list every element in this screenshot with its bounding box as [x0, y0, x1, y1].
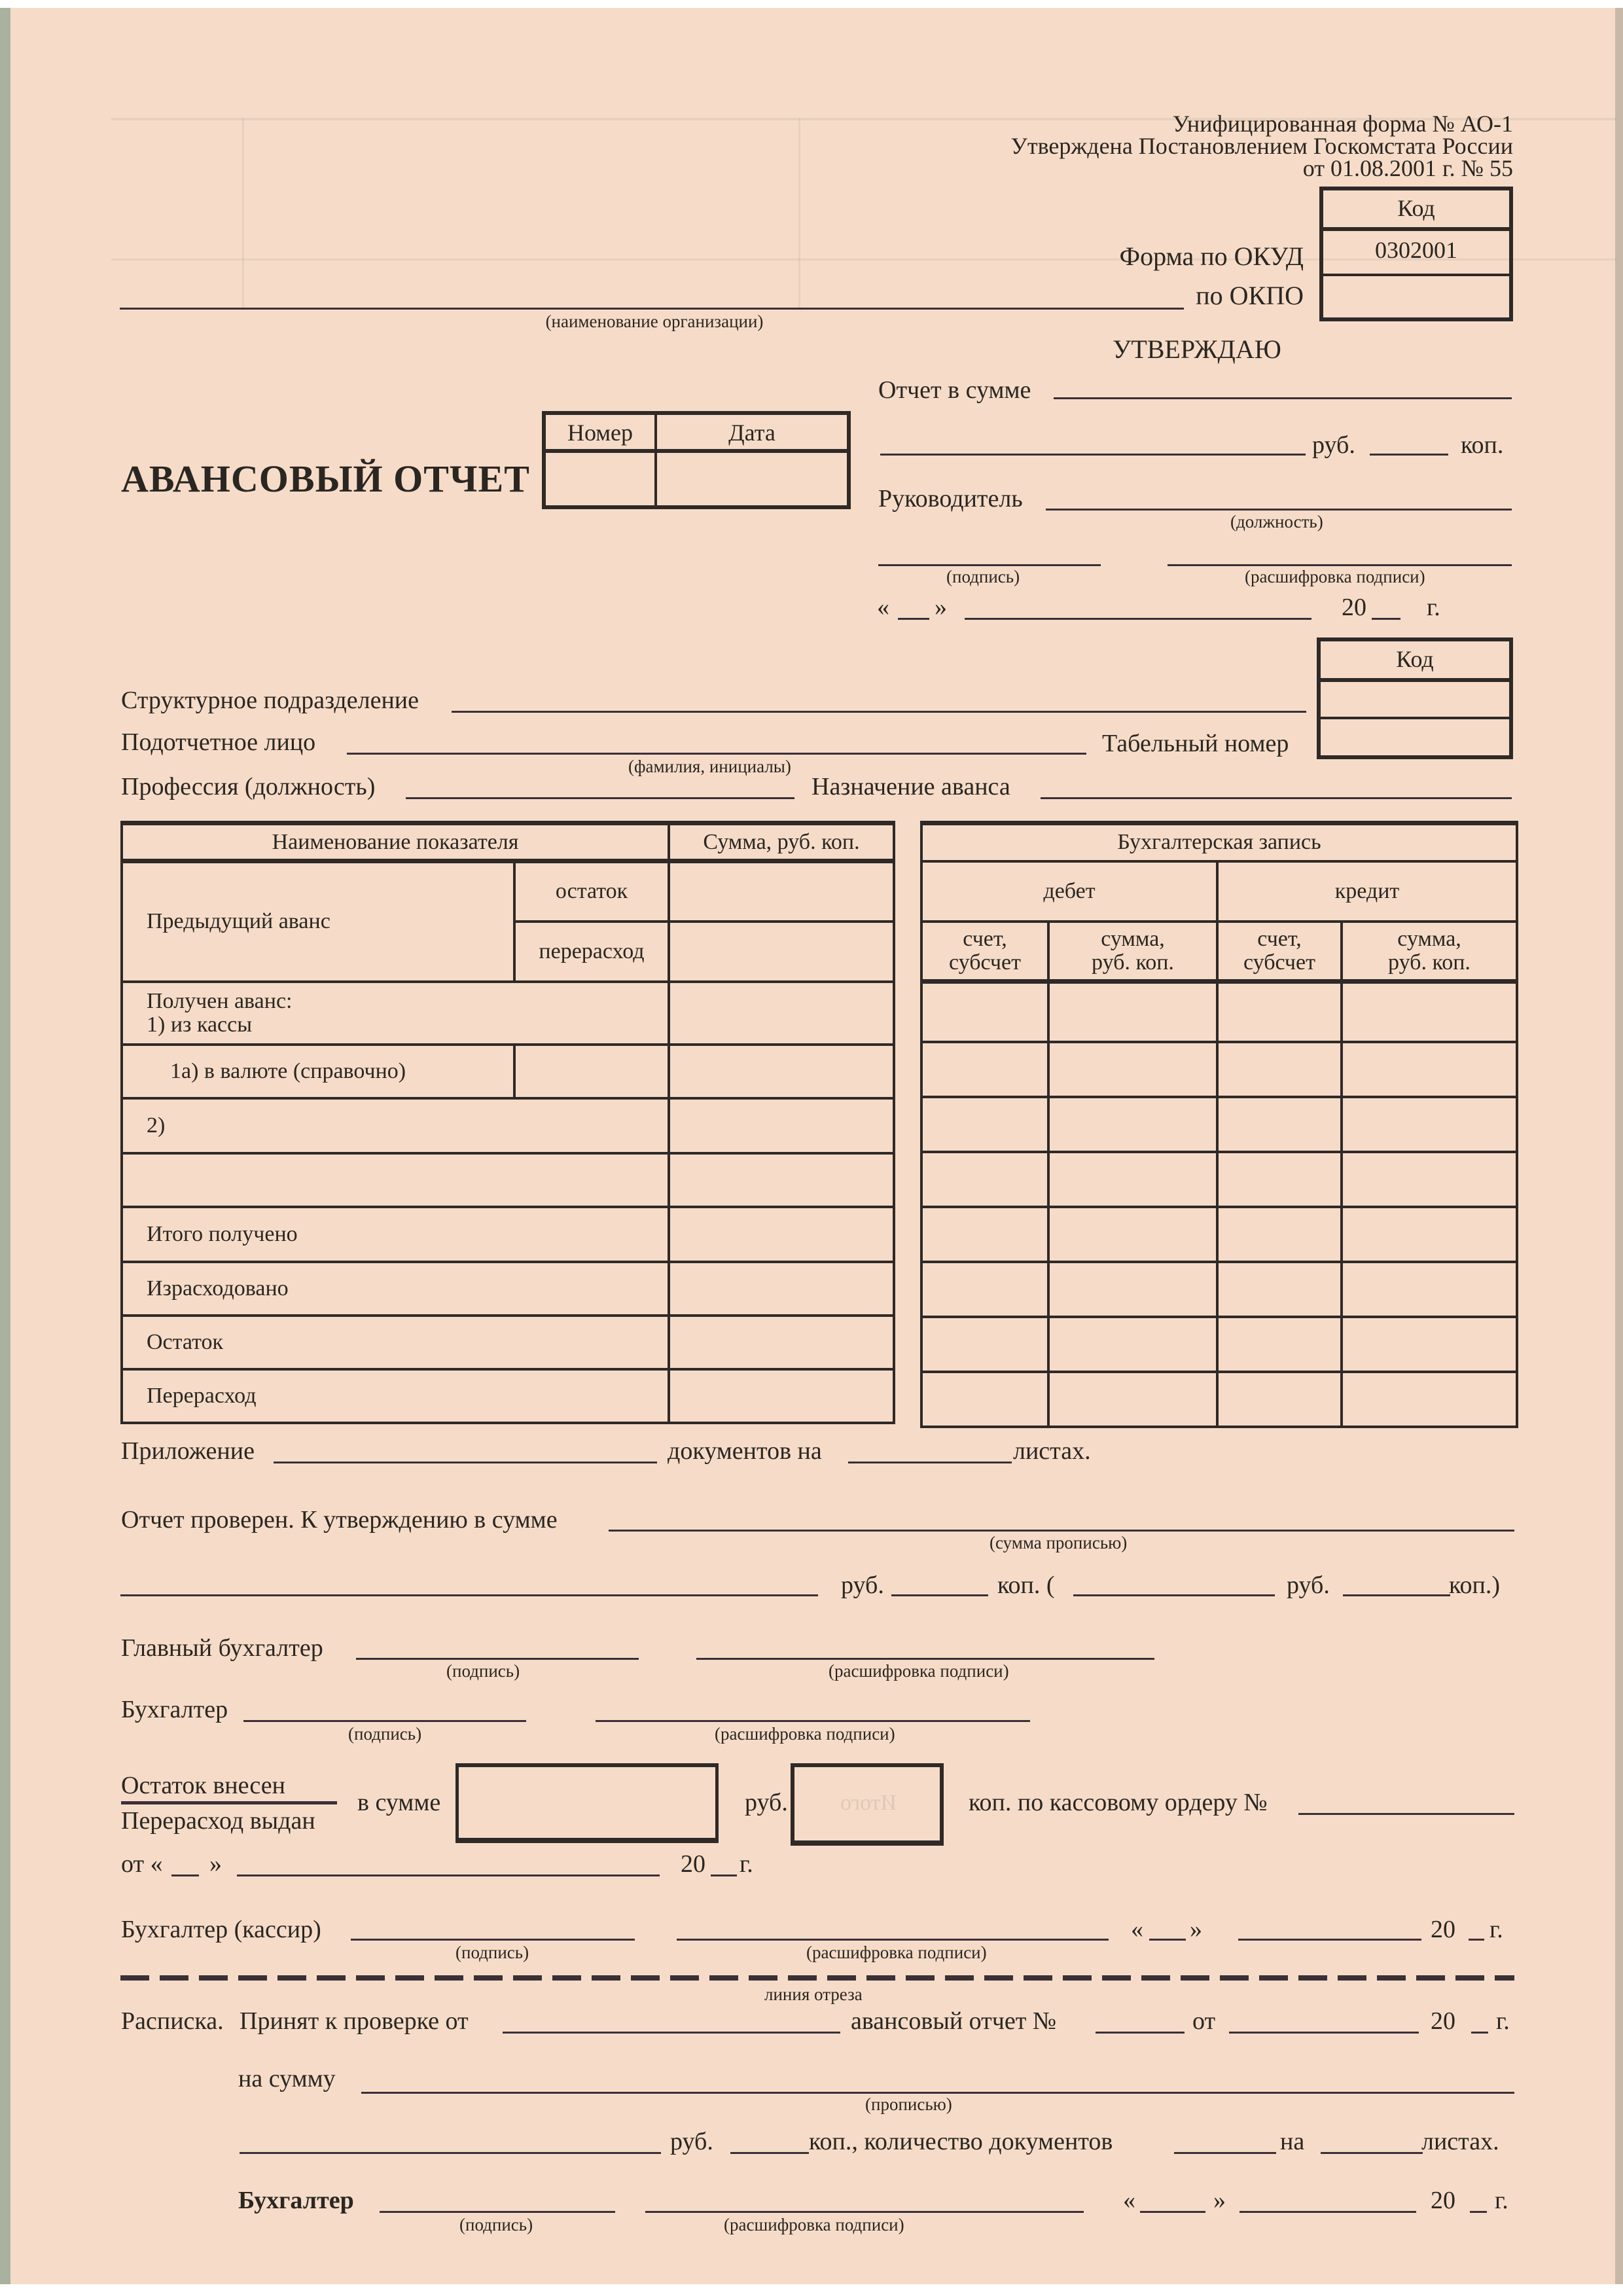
head-label: Руководитель — [878, 485, 1023, 512]
attachment-label: Приложение — [121, 1437, 255, 1465]
checked-kop-field[interactable] — [891, 1594, 988, 1596]
cash-option-divider — [121, 1801, 337, 1804]
credit-account-cell[interactable] — [1217, 982, 1342, 1042]
chief-signature-caption: (подпись) — [446, 1661, 520, 1681]
overspend-issued-label[interactable]: Перерасход выдан — [121, 1807, 315, 1835]
receipt-date-field[interactable] — [1229, 2032, 1419, 2034]
cashier-year-field[interactable] — [1469, 1939, 1484, 1941]
accepted-from-label: Принят к проверке от — [240, 2007, 469, 2035]
cashier-year-suffix: г. — [1489, 1916, 1503, 1943]
cashier-signature-caption: (подпись) — [455, 1943, 529, 1962]
debit-account-cell[interactable] — [921, 1372, 1048, 1427]
credit-amount-header: сумма, руб. коп. — [1342, 922, 1517, 982]
overspend-label: Перерасход — [122, 1369, 669, 1423]
doc-number-field[interactable] — [546, 461, 654, 500]
purpose-label: Назначение аванса — [812, 773, 1010, 800]
checked-sum-field[interactable] — [609, 1530, 1514, 1532]
debit-amount-cell[interactable] — [1048, 1152, 1217, 1207]
checked-kop-digits-field[interactable] — [1343, 1594, 1450, 1596]
credit-account-cell[interactable] — [1217, 1372, 1342, 1427]
scan-edge-right — [1615, 8, 1623, 2284]
cashier-signature-field[interactable] — [351, 1939, 635, 1941]
bleed-through-text: Итого — [840, 1791, 897, 1815]
profession-label: Профессия (должность) — [121, 773, 376, 800]
report-sum-kop-field[interactable] — [1370, 454, 1448, 456]
report-sum-rub-field[interactable] — [880, 454, 1306, 456]
remainder-sum[interactable] — [669, 1316, 894, 1369]
year-prefix: 20 — [1342, 594, 1366, 621]
spent-label: Израсходовано — [122, 1262, 669, 1316]
receipt-sig-year-prefix: 20 — [1431, 2187, 1455, 2214]
debit-account-cell[interactable] — [921, 1152, 1048, 1207]
purpose-field[interactable] — [1041, 797, 1512, 799]
cash-month-field[interactable] — [237, 1874, 660, 1876]
checked-rub2-label: руб. — [1287, 1571, 1330, 1599]
cash-from-label: от « — [121, 1850, 163, 1878]
blank-row-sum[interactable] — [669, 1153, 894, 1207]
credit-account-cell[interactable] — [1217, 1317, 1342, 1372]
credit-header: кредит — [1217, 861, 1517, 922]
accountant-signature-caption: (подпись) — [348, 1724, 422, 1744]
sum-words-caption: (сумма прописью) — [990, 1533, 1128, 1552]
receipt-sig-year-suffix: г. — [1495, 2187, 1508, 2214]
receipt-report-no-field[interactable] — [1096, 2032, 1185, 2034]
cashier-day-field[interactable] — [1149, 1939, 1186, 1941]
cut-line — [120, 1975, 1514, 1981]
credit-account-cell[interactable] — [1217, 1152, 1342, 1207]
okud-label: Форма по ОКУД — [1119, 242, 1304, 271]
debit-amount-cell[interactable] — [1048, 1042, 1217, 1097]
doc-number-date-box — [542, 411, 851, 509]
cash-year-suffix: г. — [740, 1850, 753, 1878]
accounting-entry-row — [921, 1262, 1517, 1317]
cash-year-prefix: 20 — [681, 1850, 705, 1878]
accountable-field[interactable] — [347, 753, 1086, 755]
credit-amount-cell[interactable] — [1342, 1097, 1517, 1152]
receipt-decode-caption: (расшифровка подписи) — [724, 2215, 904, 2234]
checked-label: Отчет проверен. К утверждению в сумме — [121, 1506, 558, 1534]
kop-order-label: коп. по кассовому ордеру № — [969, 1789, 1268, 1816]
receipt-date-open: « — [1123, 2187, 1135, 2214]
debit-amount-cell[interactable] — [1048, 1372, 1217, 1427]
chief-accountant-signature-field[interactable] — [356, 1658, 639, 1660]
accountant-decode-field[interactable] — [596, 1720, 1030, 1722]
debit-account-cell[interactable] — [921, 1262, 1048, 1317]
checked-rub-digits-field[interactable] — [1073, 1594, 1275, 1596]
bleed-through-line — [798, 118, 800, 308]
accounting-entry-table — [920, 821, 1518, 1428]
accounting-entry-row — [921, 1042, 1517, 1097]
prev-remainder-sum[interactable] — [669, 861, 894, 922]
credit-amount-cell[interactable] — [1342, 982, 1517, 1042]
debit-account-cell[interactable] — [921, 982, 1048, 1042]
division-field[interactable] — [452, 711, 1306, 713]
doc-number-label: Номер — [567, 420, 633, 446]
cash-day-field[interactable] — [171, 1874, 199, 1876]
chief-accountant-decode-field[interactable] — [696, 1658, 1154, 1660]
receipt-accountant-label: Бухгалтер — [238, 2187, 354, 2214]
receipt-sheets-label: листах. — [1421, 2128, 1499, 2155]
receipt-sheets-field[interactable] — [1321, 2152, 1423, 2154]
debit-header: дебет — [921, 861, 1217, 922]
accounting-entry-row — [921, 1207, 1517, 1262]
receipt-on-label: на — [1280, 2128, 1305, 2155]
debit-amount-header: сумма, руб. коп. — [1048, 922, 1217, 982]
remainder-label: Остаток — [122, 1316, 669, 1369]
cashier-decode-field[interactable] — [677, 1939, 1109, 1941]
received-cash-sum[interactable] — [669, 982, 894, 1045]
receipt-from-field[interactable] — [503, 2032, 840, 2034]
code-header: Код — [1397, 195, 1435, 221]
kop-label: коп. — [1461, 431, 1504, 459]
cash-rub-label: руб. — [745, 1789, 788, 1816]
doc-date-field[interactable] — [657, 461, 847, 500]
cashier-date-close: » — [1190, 1916, 1202, 1943]
date-close-quote: » — [935, 594, 947, 621]
receipt-from-date-label: от — [1192, 2007, 1216, 2035]
remainder-deposited-label[interactable]: Остаток внесен — [121, 1772, 285, 1799]
scan-edge-left — [0, 8, 10, 2284]
prev-overspend-sum[interactable] — [669, 922, 894, 982]
head-decode-field[interactable] — [1168, 564, 1512, 566]
accountable-label: Подотчетное лицо — [121, 728, 316, 756]
accounting-entry-title: Бухгалтерская запись — [921, 823, 1517, 861]
debit-amount-cell[interactable] — [1048, 1262, 1217, 1317]
credit-account-header: счет, субсчет — [1217, 922, 1342, 982]
currency-label: 1а) в валюте (справочно) — [122, 1045, 514, 1098]
debit-account-cell[interactable] — [921, 1097, 1048, 1152]
credit-amount-cell[interactable] — [1342, 1207, 1517, 1262]
debit-amount-cell[interactable] — [1048, 1317, 1217, 1372]
position-caption: (должность) — [1230, 512, 1323, 531]
head-signature-field[interactable] — [878, 564, 1101, 566]
rub-label: руб. — [1312, 431, 1355, 459]
report-sum-field[interactable] — [1054, 397, 1512, 399]
org-name-field[interactable] — [120, 308, 1184, 310]
credit-amount-cell[interactable] — [1342, 1262, 1517, 1317]
accountant-signature-field[interactable] — [243, 1720, 526, 1722]
report-sum-label: Отчет в сумме — [878, 376, 1031, 404]
receipt-accountant-decode-field[interactable] — [645, 2211, 1084, 2213]
accounting-entry-row — [921, 1317, 1517, 1372]
approval-title: УТВЕРЖДАЮ — [1113, 334, 1281, 364]
head-position-field[interactable] — [1046, 509, 1512, 511]
on-sum-label: на сумму — [238, 2065, 336, 2092]
doc-date-label: Дата — [728, 420, 776, 446]
division-label: Структурное подразделение — [121, 687, 419, 714]
received-cash-cell — [122, 982, 669, 1045]
page-title: АВАНСОВЫЙ ОТЧЕТ — [121, 457, 530, 500]
total-received-sum[interactable] — [669, 1207, 894, 1262]
credit-amount-cell[interactable] — [1342, 1372, 1517, 1427]
cashier-date-open: « — [1131, 1916, 1143, 1943]
tab-number-field[interactable] — [1321, 720, 1509, 754]
credit-account-cell[interactable] — [1217, 1042, 1342, 1097]
division-code-field[interactable] — [1321, 682, 1509, 716]
docs-on-label: документов на — [668, 1437, 822, 1465]
credit-amount-cell[interactable] — [1342, 1152, 1517, 1207]
cashier-label: Бухгалтер (кассир) — [121, 1916, 321, 1943]
accountant-decode-caption: (расшифровка подписи) — [715, 1724, 895, 1744]
signature-caption: (подпись) — [946, 567, 1020, 586]
checked-kop-open: коп. ( — [997, 1571, 1055, 1599]
year-suffix: г. — [1427, 594, 1440, 621]
debit-amount-cell[interactable] — [1048, 1097, 1217, 1152]
receipt-doc-count-field[interactable] — [1174, 2152, 1276, 2154]
received-label: Получен аванс: — [147, 988, 293, 1013]
receipt-label: Расписка. — [121, 2007, 224, 2035]
accounting-entry-row — [921, 1152, 1517, 1207]
cash-order-number-field[interactable] — [1298, 1813, 1514, 1815]
approval-month-field[interactable] — [965, 618, 1311, 620]
credit-account-cell[interactable] — [1217, 1097, 1342, 1152]
chief-decode-caption: (расшифровка подписи) — [829, 1661, 1009, 1681]
date-open-quote: « — [877, 594, 889, 621]
cash-close-quote: » — [209, 1850, 222, 1878]
profession-field[interactable] — [406, 797, 794, 799]
col-header-sum: Сумма, руб. коп. — [669, 823, 894, 861]
cashier-month-field[interactable] — [1238, 1939, 1421, 1941]
receipt-report-no-label: авансовый отчет № — [851, 2007, 1057, 2035]
receipt-year-suffix: г. — [1496, 2007, 1510, 2035]
attachment-docs-count-field[interactable] — [274, 1462, 657, 1463]
decode-caption: (расшифровка подписи) — [1245, 567, 1425, 586]
receipt-kop-count-label: коп., количество документов — [809, 2128, 1113, 2155]
cash-rub-box[interactable] — [455, 1763, 719, 1843]
org-name-caption: (наименование организации) — [545, 312, 764, 331]
advance-summary-table — [120, 821, 895, 1424]
bleed-through-line — [242, 118, 244, 308]
blank-row-label[interactable] — [122, 1153, 669, 1207]
receipt-date-close: » — [1213, 2187, 1226, 2214]
cut-line-caption: линия отреза — [764, 1984, 863, 2004]
prev-remainder-label: остаток — [514, 861, 669, 922]
receipt-sum-words-field[interactable] — [240, 2152, 661, 2154]
approval-day-field[interactable] — [898, 618, 929, 620]
cash-kop-box[interactable] — [791, 1763, 944, 1846]
checked-sum-words-field[interactable] — [120, 1594, 818, 1596]
currency-amount[interactable] — [514, 1045, 669, 1098]
receipt-accountant-signature-field[interactable] — [380, 2211, 615, 2213]
prev-advance-label: Предыдущий аванс — [122, 861, 514, 982]
sheets-label: листах. — [1013, 1437, 1091, 1465]
total-received-label: Итого получено — [122, 1207, 669, 1262]
debit-account-cell[interactable] — [921, 1207, 1048, 1262]
item-2-label: 2) — [122, 1098, 669, 1153]
receipt-month-field[interactable] — [1240, 2211, 1416, 2213]
from-cash-label: 1) из кассы — [147, 1012, 253, 1037]
checked-kop-close: коп.) — [1449, 1571, 1501, 1599]
prev-overspend-label: перерасход — [514, 922, 669, 982]
receipt-rub-label: руб. — [670, 2128, 713, 2155]
okud-code-value[interactable]: 0302001 — [1375, 237, 1457, 263]
accounting-entry-row — [921, 982, 1517, 1042]
currency-sum[interactable] — [669, 1045, 894, 1098]
debit-account-cell[interactable] — [921, 1317, 1048, 1372]
okud-code-box — [1319, 187, 1513, 321]
debit-amount-cell[interactable] — [1048, 982, 1217, 1042]
receipt-day-field[interactable] — [1140, 2211, 1205, 2213]
debit-account-header: счет, субсчет — [921, 922, 1048, 982]
cash-year-field[interactable] — [711, 1874, 737, 1876]
person-code-header: Код — [1396, 646, 1434, 672]
accountable-caption: (фамилия, инициалы) — [628, 757, 791, 776]
credit-account-cell[interactable] — [1217, 1262, 1342, 1317]
receipt-sum-field[interactable] — [361, 2092, 1514, 2094]
spent-sum[interactable] — [669, 1262, 894, 1316]
form-line-1: Унифицированная форма № АО-1 — [1172, 111, 1513, 137]
checked-rub-label: руб. — [841, 1571, 884, 1599]
attachment-sheets-field[interactable] — [848, 1462, 1012, 1463]
chief-accountant-label: Главный бухгалтер — [121, 1634, 323, 1662]
credit-amount-cell[interactable] — [1342, 1042, 1517, 1097]
overspend-sum[interactable] — [669, 1369, 894, 1423]
okpo-label: по ОКПО — [1196, 281, 1304, 310]
receipt-kop-field[interactable] — [730, 2152, 809, 2154]
cashier-decode-caption: (расшифровка подписи) — [806, 1943, 987, 1962]
tab-number-label: Табельный номер — [1102, 730, 1289, 757]
form-line-3: от 01.08.2001 г. № 55 — [1302, 155, 1513, 181]
debit-amount-cell[interactable] — [1048, 1207, 1217, 1262]
person-code-box — [1317, 637, 1513, 759]
receipt-year-prefix: 20 — [1431, 2007, 1455, 2035]
approval-year-field[interactable] — [1372, 618, 1400, 620]
form-line-2: Утверждена Постановлением Госкомстата России — [1010, 133, 1513, 159]
cashier-year-prefix: 20 — [1431, 1916, 1455, 1943]
col-header-name: Наименование показателя — [122, 823, 669, 861]
accounting-entry-row — [921, 1097, 1517, 1152]
accounting-entry-row — [921, 1372, 1517, 1427]
item-2-sum[interactable] — [669, 1098, 894, 1153]
in-words-caption: (прописью) — [865, 2094, 952, 2114]
credit-amount-cell[interactable] — [1342, 1317, 1517, 1372]
in-sum-label: в сумме — [357, 1789, 441, 1816]
receipt-year-field[interactable] — [1471, 2032, 1488, 2034]
receipt-signature-caption: (подпись) — [459, 2215, 533, 2234]
credit-account-cell[interactable] — [1217, 1207, 1342, 1262]
accountant-label: Бухгалтер — [121, 1696, 228, 1723]
receipt-sig-year-field[interactable] — [1470, 2211, 1487, 2213]
debit-account-cell[interactable] — [921, 1042, 1048, 1097]
